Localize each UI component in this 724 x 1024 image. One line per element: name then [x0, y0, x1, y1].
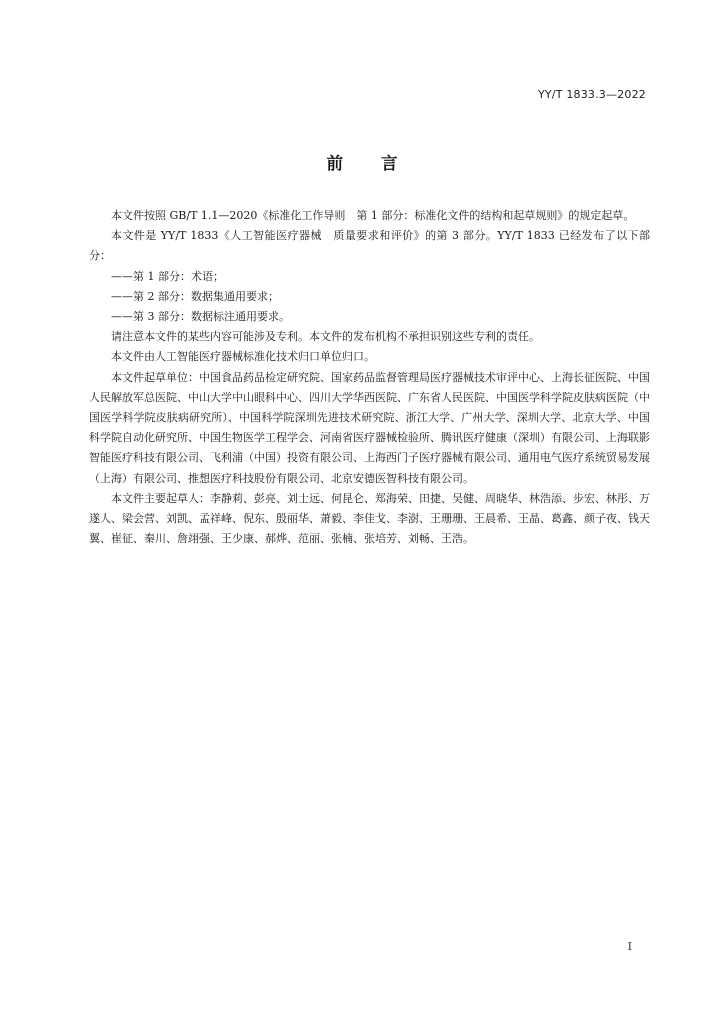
page-number: I: [627, 940, 632, 953]
paragraph-drafting-rules: 本文件按照 GB/T 1.1—2020《标准化工作导则 第 1 部分：标准化文件的结构和起草规则》的规定起草。: [111, 209, 635, 222]
list-item-part-3: ——第 3 部分：数据标注通用要求。: [111, 310, 290, 324]
paragraph-responsible-unit: 本文件由人工智能医疗器械标准化技术归口单位归口。: [111, 350, 375, 364]
paragraph-series-overview: 本文件是 YY/T 1833《人工智能医疗器械 质量要求和评价》的第 3 部分。YY/T 1833 已经发布了以下部分：: [89, 229, 650, 263]
foreword-body: [89, 206, 650, 549]
list-item-part-2: ——第 2 部分：数据集通用要求；: [111, 289, 279, 303]
section-title: 前言: [326, 154, 436, 173]
list-item-part-1: ——第 1 部分：术语；: [111, 269, 224, 283]
paragraph-patent-notice: 请注意本文件的某些内容可能涉及专利。本文件的发布机构不承担识别这些专利的责任。: [111, 330, 540, 344]
paragraph-drafters: 本文件主要起草人：李静莉、彭亮、刘士远、何昆仑、郑海荣、田捷、吴健、周晓华、林浩添、步宏、林彤、万遂人、梁会营、刘凯、孟祥峰、倪东、殷丽华、萧毅、李佳戈、李澍、王珊珊、王晨希、王晶、葛鑫、颜子夜、钱天翼、崔征、秦川、詹翊强、王少康、郝烨、范丽、张楠、张培芳、刘畅、王浩。: [89, 491, 650, 546]
paragraph-drafting-units: 本文件起草单位：中国食品药品检定研究院、国家药品监督管理局医疗器械技术审评中心、上海长征医院、中国人民解放军总医院、中山大学中山眼科中心、四川大学华西医院、广东省人民医院、中国医学科学院皮肤病医院（中国医学科学院皮肤病研究所）、中国科学院深圳先进技术研究院、浙江大学、广州大学、深圳大学、北京大学、中国科学院自动化研究所、中国生物医学工程学会、河南省医疗器械检验所、腾讯医疗健康（深圳）有限公司、上海联影智能医疗科技有限公司、飞利浦（中国）投资有限公司、上海西门子医疗器械有限公司、通用电气医疗系统贸易发展（上海）有限公司、推想医疗科技股份有限公司、北京安德医智科技有限公司。: [89, 370, 650, 485]
standard-code: YY/T 1833.3—2022: [537, 88, 646, 101]
